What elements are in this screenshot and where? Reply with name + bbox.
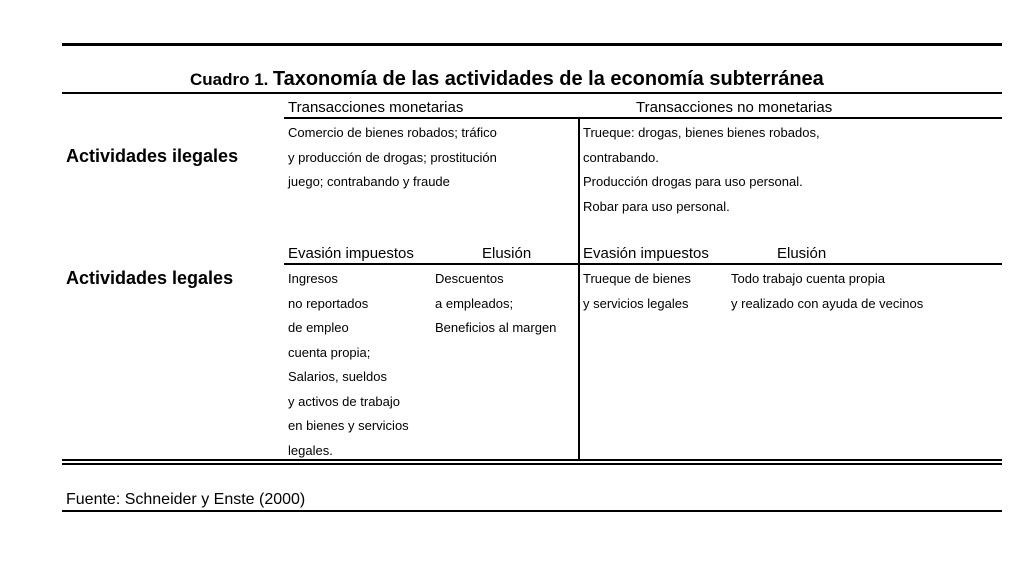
- source-rule: [62, 510, 1002, 512]
- col-head-rule: [284, 117, 1002, 119]
- cell-line: de empleo: [288, 320, 349, 335]
- sub-head-rule: [284, 263, 1002, 265]
- cell-line: cuenta propia;: [288, 344, 371, 360]
- cell-line: contrabando.: [583, 149, 659, 165]
- cell-line: y realizado con ayuda de vecinos: [731, 295, 924, 311]
- title-prefix: Cuadro 1.: [190, 70, 269, 89]
- table-source: Fuente: Schneider y Enste (2000): [66, 491, 306, 508]
- cell-line: Trueque de bienes: [583, 271, 691, 286]
- cell-legal-non-monetary-elusion: [731, 272, 923, 321]
- title-rule: [62, 92, 1002, 94]
- cell-illegal-non-monetary: [583, 126, 820, 224]
- cell-line: Todo trabajo cuenta propia: [731, 271, 885, 286]
- cell-line: no reportados: [288, 295, 369, 311]
- bottom-double-rule-1: [62, 459, 1002, 461]
- cell-line: y activos de trabajo: [288, 393, 401, 409]
- cell-line: Descuentos: [435, 271, 504, 286]
- sub-head-elusion-non-monetary: Elusión: [777, 245, 827, 262]
- column-divider: [578, 119, 580, 460]
- cell-line: Robar para uso personal.: [583, 198, 730, 214]
- cell-line: Salarios, sueldos: [288, 369, 387, 384]
- sub-head-elusion-monetary: Elusión: [482, 245, 532, 262]
- cell-legal-monetary-elusion: [435, 272, 556, 346]
- cell-line: y servicios legales: [583, 295, 689, 311]
- cell-line: Beneficios al margen: [435, 320, 557, 335]
- cell-line: Producción drogas para uso personal.: [583, 174, 803, 189]
- sub-head-evasion-monetary: Evasión impuestos: [288, 245, 414, 262]
- col-head-monetary: Transacciones monetarias: [288, 99, 464, 116]
- cell-legal-monetary-evasion: [288, 272, 409, 468]
- cell-line: Ingresos: [288, 271, 338, 286]
- cell-line: y producción de drogas; prostitución: [288, 149, 497, 165]
- cell-line: legales.: [288, 442, 333, 458]
- cell-legal-non-monetary-evasion: [583, 272, 691, 321]
- top-rule: [62, 43, 1002, 46]
- sub-head-evasion-non-monetary: Evasión impuestos: [583, 245, 709, 262]
- title-text: Taxonomía de las actividades de la economía subterránea: [272, 68, 824, 90]
- cell-line: Comercio de bienes robados; tráfico: [288, 125, 497, 140]
- row-head-legal: Actividades legales: [66, 268, 234, 288]
- bottom-double-rule-2: [62, 463, 1002, 465]
- cell-line: Trueque: drogas, bienes bienes robados,: [583, 125, 820, 140]
- row-head-illegal: Actividades ilegales: [66, 146, 239, 166]
- table-title: [190, 69, 824, 89]
- cell-line: juego; contrabando y fraude: [288, 174, 450, 189]
- cell-line: en bienes y servicios: [288, 418, 409, 433]
- cell-illegal-monetary: [288, 126, 497, 200]
- col-head-non-monetary: Transacciones no monetarias: [636, 99, 833, 116]
- cell-line: a empleados;: [435, 295, 514, 311]
